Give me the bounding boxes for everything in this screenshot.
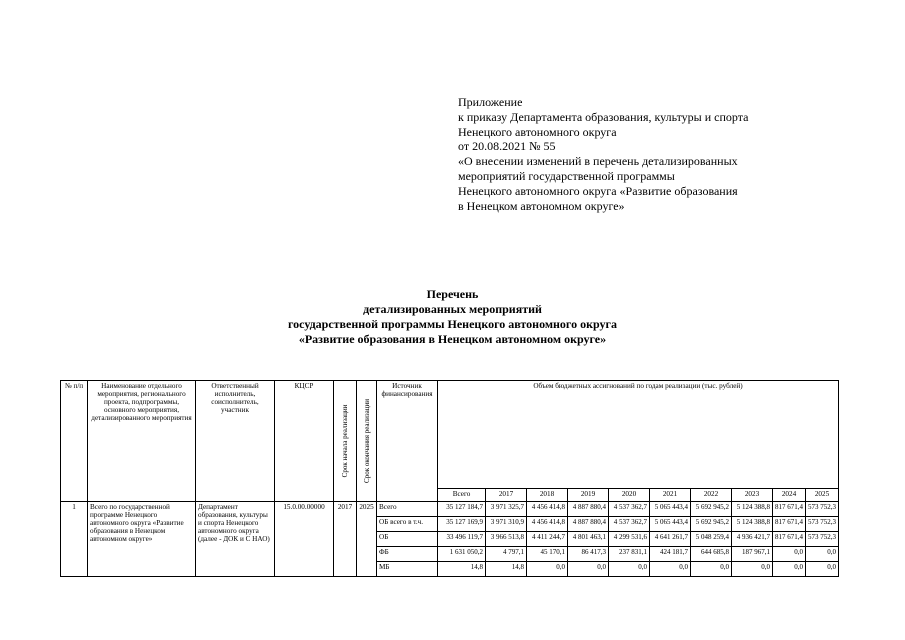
year-header: 2023 (732, 489, 773, 502)
value-cell: 4 411 244,7 (527, 532, 568, 547)
year-header: 2024 (773, 489, 806, 502)
value-cell: 817 671,4 (773, 517, 806, 532)
row-name: Всего по государственной программе Ненецкого автономного округа «Развитие образования в Ненецком автономном округе» (88, 502, 196, 577)
value-cell: 4 801 463,1 (568, 532, 609, 547)
header-name: Наименование отдельного мероприятия, регионального проекта, подпрограммы, основного мероприятия, детализированного мероприятия (88, 381, 196, 502)
value-cell: 5 692 945,2 (691, 517, 732, 532)
appendix-line: к приказу Департамента образования, культуры и спорта (458, 109, 749, 124)
appendix-line: «О внесении изменений в перечень детализированных (458, 154, 738, 169)
header-end (357, 381, 377, 502)
value-cell: 573 752,3 (806, 532, 839, 547)
year-header: Всего (438, 489, 486, 502)
appendix-line: от 20.08.2021 № 55 (458, 139, 556, 154)
year-header: 2020 (609, 489, 650, 502)
value-cell: 5 065 443,4 (650, 502, 691, 517)
value-cell: 4 887 880,4 (568, 502, 609, 517)
header-end-label: Срок окончания реализации (362, 399, 371, 483)
value-cell: 14,8 (486, 562, 527, 577)
value-cell: 817 671,4 (773, 502, 806, 517)
source-label: Всего (377, 502, 438, 517)
value-cell: 5 065 443,4 (650, 517, 691, 532)
header-source: Источник финансирования (377, 381, 438, 502)
year-header: 2017 (486, 489, 527, 502)
source-label: ОБ (377, 532, 438, 547)
value-cell: 33 496 119,7 (438, 532, 486, 547)
value-cell: 817 671,4 (773, 532, 806, 547)
value-cell: 0,0 (527, 562, 568, 577)
value-cell: 86 417,3 (568, 547, 609, 562)
value-cell: 5 048 259,4 (691, 532, 732, 547)
value-cell: 0,0 (568, 562, 609, 577)
title-line: детализированных мероприятий (363, 302, 542, 316)
year-header: 2022 (691, 489, 732, 502)
value-cell: 0,0 (773, 562, 806, 577)
appendix-block (458, 95, 888, 213)
table-row (61, 502, 839, 517)
row-start: 2017 (334, 502, 357, 577)
value-cell: 4 537 362,7 (609, 517, 650, 532)
title-line: государственной программы Ненецкого автономного округа (288, 317, 617, 331)
value-cell: 0,0 (806, 547, 839, 562)
value-cell: 35 127 184,7 (438, 502, 486, 517)
header-start-label: Срок начала реализации (341, 404, 349, 478)
value-cell: 0,0 (806, 562, 839, 577)
value-cell: 4 537 362,7 (609, 502, 650, 517)
value-cell: 1 631 050,2 (438, 547, 486, 562)
value-cell: 4 887 880,4 (568, 517, 609, 532)
value-cell: 14,8 (438, 562, 486, 577)
value-cell: 237 831,1 (609, 547, 650, 562)
value-cell: 4 936 421,7 (732, 532, 773, 547)
value-cell: 3 971 310,9 (486, 517, 527, 532)
value-cell: 35 127 169,9 (438, 517, 486, 532)
header-num: № п/п (61, 381, 88, 502)
source-label: МБ (377, 562, 438, 577)
table-header-row (61, 381, 839, 489)
value-cell: 4 797,1 (486, 547, 527, 562)
measures-table (60, 380, 839, 577)
value-cell: 4 299 531,6 (609, 532, 650, 547)
source-label: ФБ (377, 547, 438, 562)
appendix-line: Ненецкого автономного округа «Развитие образования (458, 183, 738, 198)
value-cell: 573 752,3 (806, 517, 839, 532)
year-header: 2025 (806, 489, 839, 502)
header-kcsr: КЦСР (275, 381, 334, 502)
row-kcsr: 15.0.00.00000 (275, 502, 334, 577)
value-cell: 0,0 (773, 547, 806, 562)
year-header: 2018 (527, 489, 568, 502)
year-header: 2019 (568, 489, 609, 502)
source-label: ОБ всего в т.ч. (377, 517, 438, 532)
value-cell: 424 181,7 (650, 547, 691, 562)
row-num: 1 (61, 502, 88, 577)
value-cell: 187 967,1 (732, 547, 773, 562)
appendix-line: Ненецкого автономного округа (458, 124, 617, 139)
value-cell: 0,0 (732, 562, 773, 577)
value-cell: 0,0 (650, 562, 691, 577)
title-line: Перечень (426, 287, 479, 301)
value-cell: 644 685,8 (691, 547, 732, 562)
header-start (334, 381, 357, 502)
appendix-line: мероприятий государственной программы (458, 168, 675, 183)
row-end: 2025 (357, 502, 377, 577)
year-header: 2021 (650, 489, 691, 502)
row-executor: Департамент образования, культуры и спорта Ненецкого автономного округа (далее - ДОК и С НАО) (196, 502, 275, 577)
value-cell: 4 641 261,7 (650, 532, 691, 547)
value-cell: 0,0 (609, 562, 650, 577)
value-cell: 573 752,3 (806, 502, 839, 517)
header-volume: Объем бюджетных ассигнований по годам реализации (тыс. рублей) (438, 381, 839, 489)
value-cell: 45 170,1 (527, 547, 568, 562)
appendix-line: Приложение (458, 95, 523, 109)
appendix-line: в Ненецком автономном округе» (458, 198, 625, 213)
value-cell: 4 456 414,8 (527, 502, 568, 517)
value-cell: 3 971 325,7 (486, 502, 527, 517)
value-cell: 5 124 388,8 (732, 502, 773, 517)
value-cell: 4 456 414,8 (527, 517, 568, 532)
value-cell: 3 966 513,8 (486, 532, 527, 547)
value-cell: 5 692 945,2 (691, 502, 732, 517)
title-line: «Развитие образования в Ненецком автономном округе» (298, 332, 607, 346)
document-title (0, 287, 905, 347)
value-cell: 0,0 (691, 562, 732, 577)
value-cell: 5 124 388,8 (732, 517, 773, 532)
header-executor: Ответственный исполнитель, соисполнитель, участник (196, 381, 275, 502)
